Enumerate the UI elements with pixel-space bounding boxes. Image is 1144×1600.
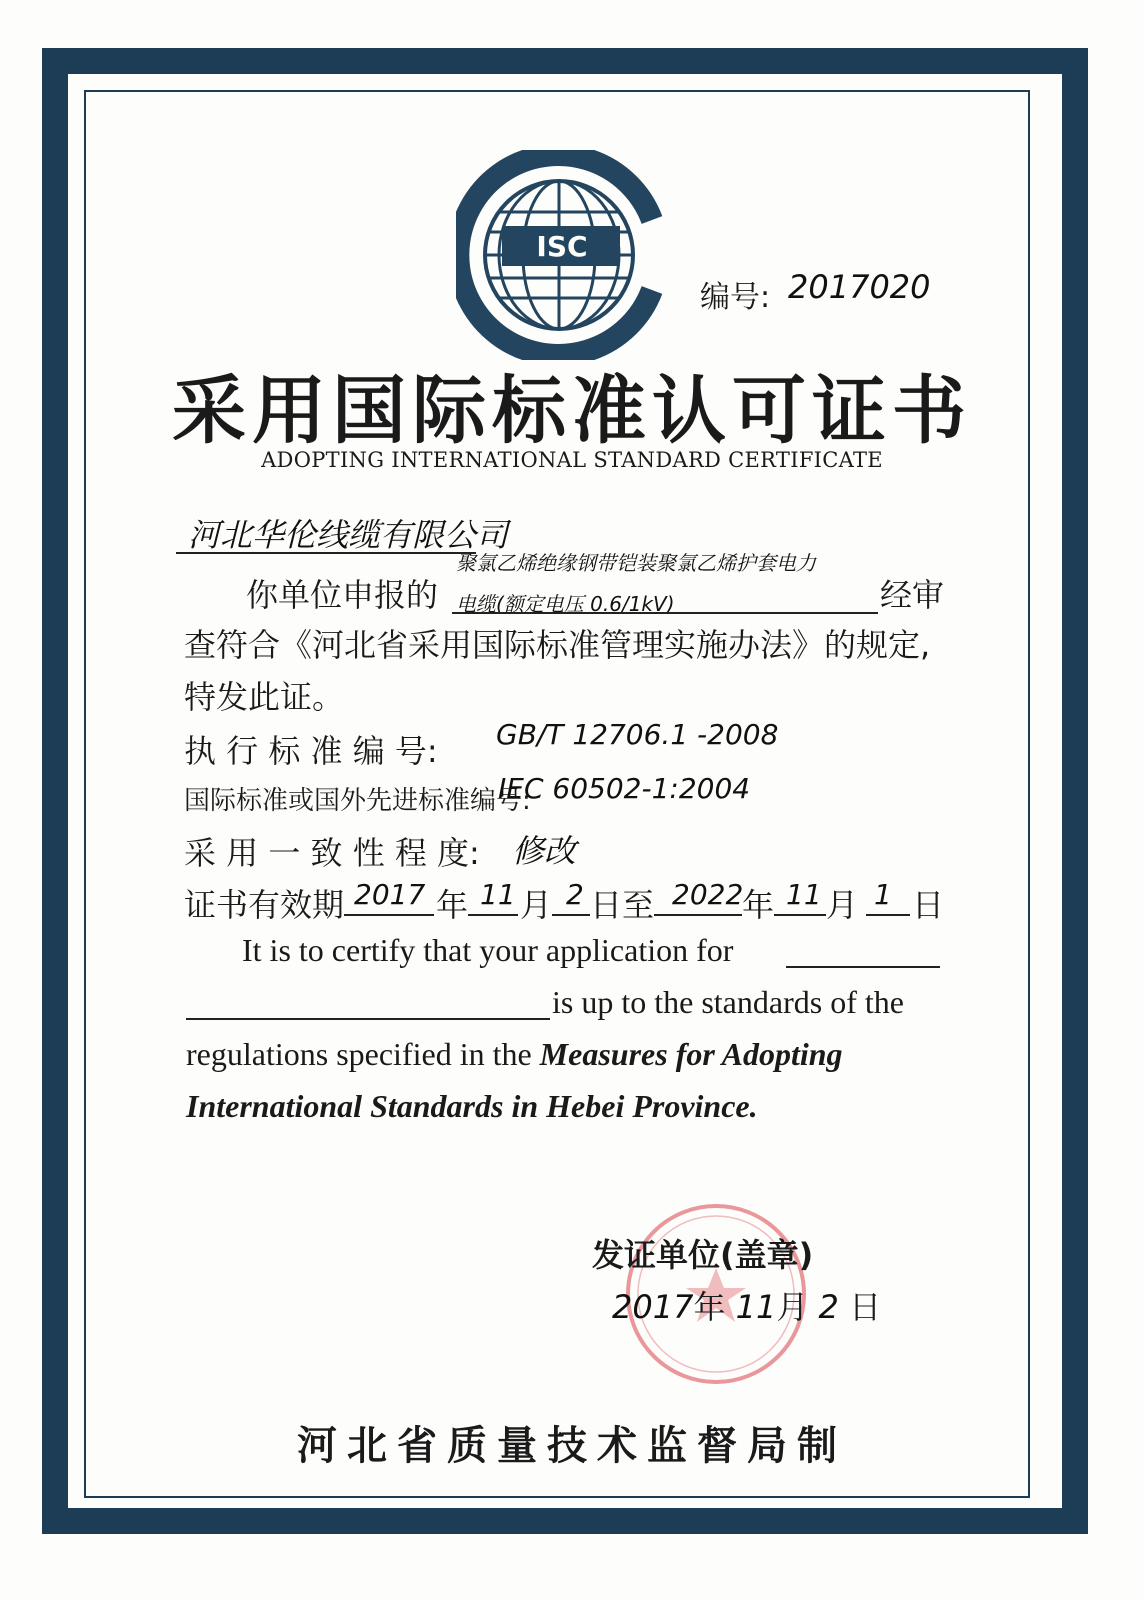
english-line-3-plain: regulations specified in the: [186, 1036, 540, 1072]
intl-standard-value: IEC 60502-1:2004: [498, 772, 751, 805]
company-name: 河北华伦线缆有限公司: [188, 516, 509, 554]
measures-title-part1: Measures for Adopting: [539, 1036, 843, 1072]
validity-to-year-underline: [654, 914, 742, 916]
validity-to-year: 2022: [672, 878, 744, 911]
title-chinese: 采用国际标准认可证书: [172, 368, 972, 454]
issue-day-char: 日: [849, 1288, 882, 1326]
intl-standard-label: 国际标准或国外先进标准编号:: [184, 786, 531, 816]
validity-year-char-1: 年: [436, 886, 469, 924]
issue-date-day: 2: [818, 1288, 839, 1326]
issuance-line: 特发此证。: [184, 678, 345, 716]
validity-from-month-underline: [468, 914, 518, 916]
title-english: ADOPTING INTERNATIONAL STANDARD CERTIFICATE: [261, 448, 883, 472]
validity-year-char-2: 年: [742, 886, 775, 924]
consistency-value: 修改: [512, 832, 577, 870]
issue-date-year: 2017: [612, 1288, 694, 1326]
isc-logo-icon: [456, 150, 662, 360]
issuer-label: 发证单位(盖章): [592, 1236, 814, 1274]
english-product-underline: [186, 1018, 550, 1020]
issue-year-char: 年: [693, 1288, 726, 1326]
english-line-1: It is to certify that your application for: [242, 932, 734, 968]
validity-to-day: 1: [874, 878, 892, 911]
english-application-underline: [786, 966, 940, 968]
validity-day-char: 日: [912, 886, 945, 924]
validity-from-month: 11: [480, 878, 516, 911]
validity-from-day: 2: [566, 878, 584, 911]
validity-to-chars: 日至: [590, 886, 655, 924]
compliance-line: 查符合《河北省采用国际标准管理实施办法》的规定,: [184, 626, 931, 664]
after-product-text: 经审: [880, 576, 945, 614]
validity-label: 证书有效期: [184, 886, 345, 924]
validity-from-year-underline: [344, 914, 434, 916]
standard-number-value: GB/T 12706.1 -2008: [496, 718, 779, 751]
issue-date: [612, 1282, 881, 1328]
product-name-line2: 电缆(额定电压 0.6/1kV): [456, 592, 675, 616]
applied-prefix: 你单位申报的: [246, 576, 439, 614]
validity-to-day-underline: [866, 914, 910, 916]
validity-to-month-underline: [774, 914, 826, 916]
product-underline: [452, 612, 878, 614]
logo-text: ISC: [536, 230, 588, 263]
validity-to-month: 11: [786, 878, 822, 911]
company-underline: [176, 552, 476, 554]
consistency-label: 采 用 一 致 性 程 度:: [184, 834, 480, 872]
english-line-3: [186, 1036, 843, 1073]
validity-month-char-2: 月: [826, 886, 859, 924]
issue-date-month: 11: [735, 1288, 777, 1326]
issue-month-char: 月: [776, 1288, 809, 1326]
validity-from-day-underline: [552, 914, 590, 916]
english-line-2: is up to the standards of the: [552, 984, 904, 1020]
footer-organization: 河北省质量技术监督局制: [297, 1423, 847, 1469]
product-name-line1: 聚氯乙烯绝缘钢带铠装聚氯乙烯护套电力: [456, 551, 816, 575]
certificate-number-label: 编号:: [700, 280, 771, 315]
standard-number-label: 执 行 标 准 编 号:: [184, 732, 438, 770]
validity-from-year: 2017: [354, 878, 426, 911]
certificate-number-value: 2017020: [788, 268, 931, 306]
validity-month-char-1: 月: [520, 886, 553, 924]
measures-title-part2: International Standards in Hebei Province.: [186, 1088, 758, 1124]
